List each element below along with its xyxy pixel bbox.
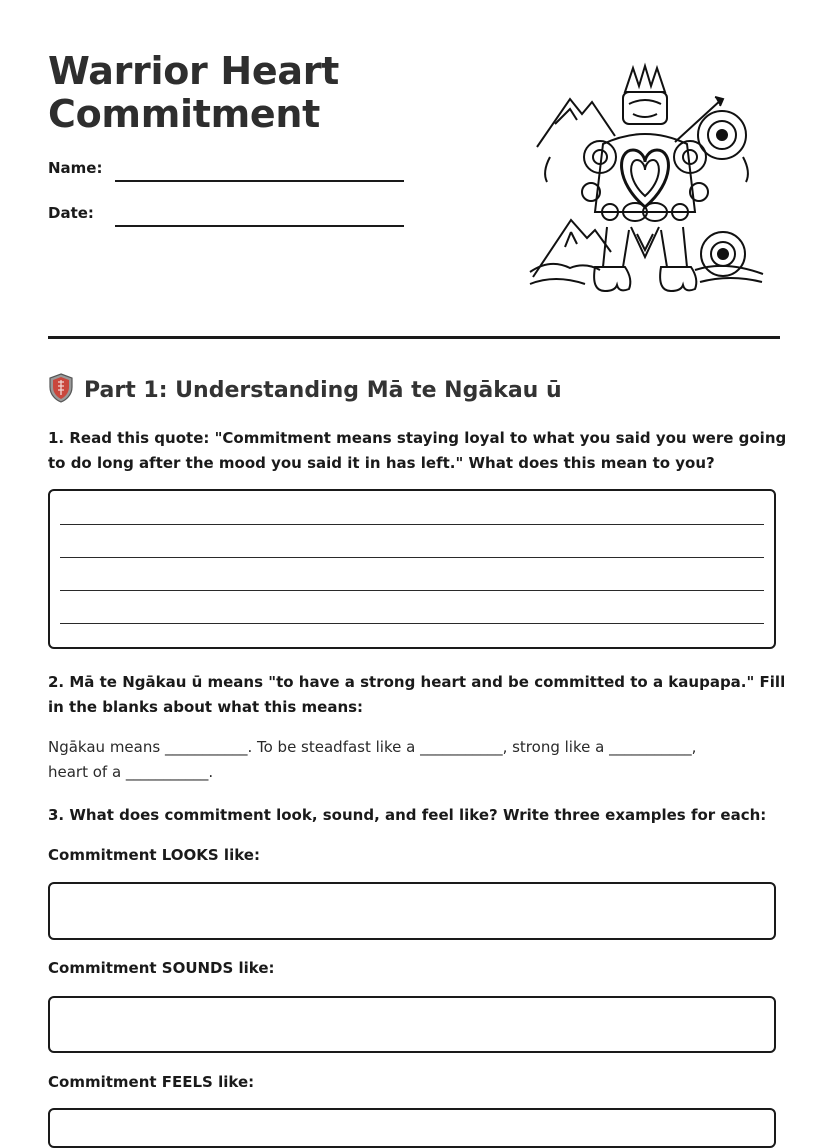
looks-like-label: Commitment LOOKS like:: [48, 846, 260, 864]
feels-like-answer-box[interactable]: [48, 1108, 776, 1148]
question-1: 1. Read this quote: "Commitment means staying loyal to what you said you were going to do long after the mood you said it in has left." What does this mean to you?: [48, 429, 787, 472]
part-1-heading: [48, 373, 562, 407]
title-line-1: Warrior Heart: [48, 49, 340, 93]
maori-warrior-heart-icon: [525, 62, 770, 300]
answer-line: [60, 623, 764, 624]
question-2: 2. Mā te Ngākau ū means "to have a strong heart and be committed to a kaupapa." Fill in the blanks about what this means:: [48, 673, 786, 716]
name-field[interactable]: [115, 180, 404, 182]
worksheet-title: [48, 50, 339, 136]
date-label: Date:: [48, 204, 94, 222]
sounds-like-answer-box[interactable]: [48, 996, 776, 1053]
answer-line: [60, 557, 764, 558]
part-1-title: Part 1: Understanding Mā te Ngākau ū: [84, 377, 562, 403]
shield-icon: [48, 373, 74, 407]
question-3: 3. What does commitment look, sound, and feel like? Write three examples for each:: [48, 806, 767, 824]
date-field[interactable]: [115, 225, 404, 227]
feels-like-label: Commitment FEELS like:: [48, 1073, 255, 1091]
section-divider: [48, 336, 780, 339]
looks-like-answer-box[interactable]: [48, 882, 776, 940]
question-2-fill-in-blanks[interactable]: Ngākau means ___________. To be steadfast like a ___________, strong like a ___________, heart of a ___________.: [48, 738, 697, 781]
sounds-like-label: Commitment SOUNDS like:: [48, 959, 275, 977]
title-line-2: Commitment: [48, 92, 320, 136]
question-1-answer-box[interactable]: [48, 489, 776, 649]
answer-line: [60, 524, 764, 525]
answer-line: [60, 590, 764, 591]
name-label: Name:: [48, 159, 103, 177]
